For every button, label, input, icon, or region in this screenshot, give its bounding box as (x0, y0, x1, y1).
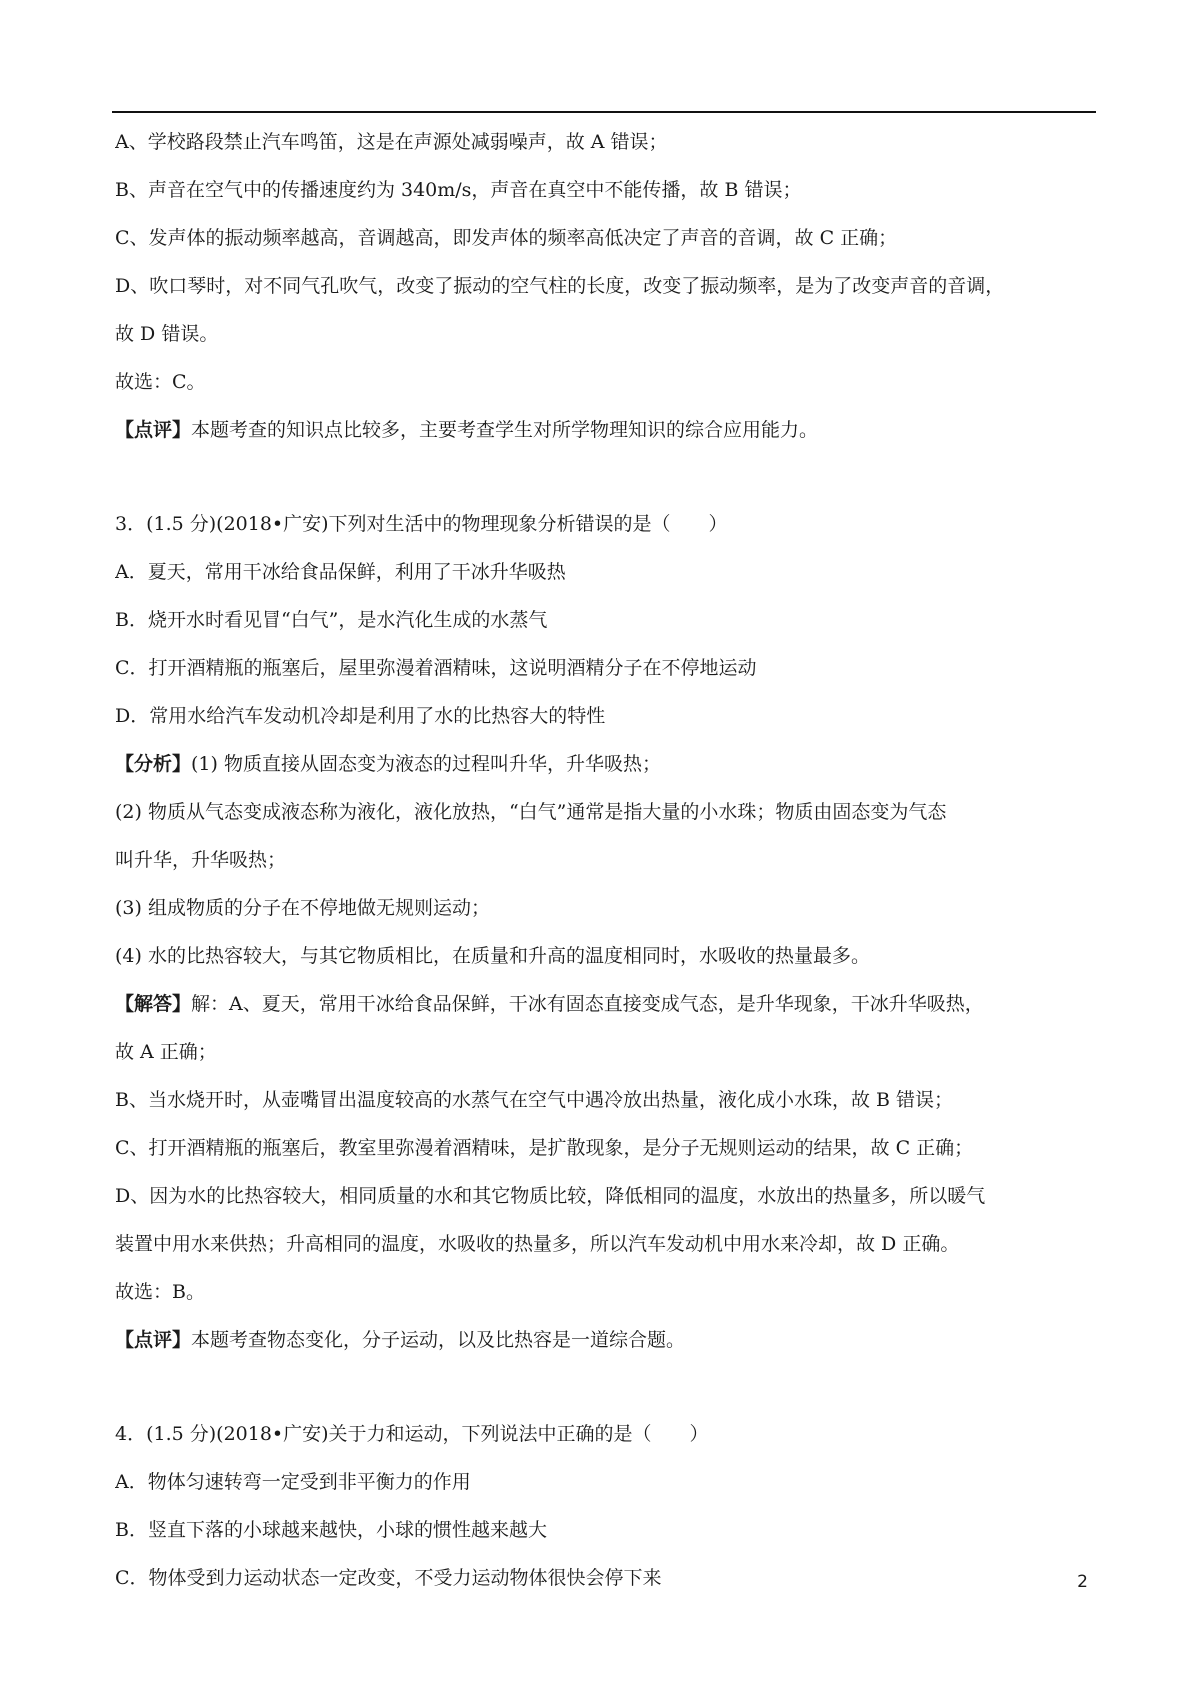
q3-answer-line: D、因为水的比热容较大，相同质量的水和其它物质比较，降低相同的温度，水放出的热量多，所以暖气 (115, 1185, 986, 1207)
q3-analysis (115, 740, 1097, 788)
q2-line-b: B、声音在空气中的传播速度约为 340m/s，声音在真空中不能传播，故 B 错误； (115, 179, 802, 201)
q3-analysis-line: 叫升华，升华吸热； (115, 849, 287, 871)
q4-option-c: C．物体受到力运动状态一定改变，不受力运动物体很快会停下来 (115, 1567, 662, 1589)
q3-option-d: D．常用水给汽车发动机冷却是利用了水的比热容大的特性 (115, 705, 606, 727)
analysis-tag: 【分析】 (115, 753, 192, 775)
q4-stem: 4．(1.5 分)(2018•广安)关于力和运动，下列说法中正确的是（ ） (115, 1423, 709, 1445)
header-rule (112, 111, 1096, 113)
q4-option-b: B．竖直下落的小球越来越快，小球的惯性越来越大 (115, 1519, 547, 1541)
q3-answer-line: 故 A 正确； (115, 1041, 217, 1063)
page-number: 2 (1077, 1572, 1088, 1592)
q3-answer-choice: 故选：B。 (115, 1281, 205, 1303)
comment-tag: 【点评】 (115, 419, 192, 441)
q2-comment (115, 406, 1097, 454)
q3-option-b: B．烧开水时看见冒“白气”，是水汽化生成的水蒸气 (115, 609, 548, 631)
q4-option-a: A．物体匀速转弯一定受到非平衡力的作用 (115, 1471, 471, 1493)
q2-line-a: A、学校路段禁止汽车鸣笛，这是在声源处减弱噪声，故 A 错误； (115, 131, 668, 153)
q3-option-a: A．夏天，常用干冰给食品保鲜，利用了干冰升华吸热 (115, 561, 566, 583)
q2-line-d-cont: 故 D 错误。 (115, 323, 219, 345)
analysis-text: (1) 物质直接从固态变为液态的过程叫升华，升华吸热； (191, 753, 661, 775)
q3-analysis-line: (4) 水的比热容较大，与其它物质相比，在质量和升高的温度相同时，水吸收的热量最多。 (115, 945, 870, 967)
answer-text: 解：A、夏天，常用干冰给食品保鲜，干冰有固态直接变成气态，是升华现象，干冰升华吸热， (191, 993, 984, 1015)
page-body (115, 118, 1097, 1602)
comment-tag: 【点评】 (115, 1329, 192, 1351)
q3-analysis-line: (2) 物质从气态变成液态称为液化，液化放热，“白气”通常是指大量的小水珠；物质由固态变为气态 (115, 801, 947, 823)
q3-answer-line: C、打开酒精瓶的瓶塞后，教室里弥漫着酒精味，是扩散现象，是分子无规则运动的结果，故 C 正确； (115, 1137, 974, 1159)
q3-answer-line: B、当水烧开时，从壶嘴冒出温度较高的水蒸气在空气中遇冷放出热量，液化成小水珠，故 B 错误； (115, 1089, 954, 1111)
q3-answer (115, 980, 1097, 1028)
q3-comment (115, 1316, 1097, 1364)
q3-analysis-line: (3) 组成物质的分子在不停地做无规则运动； (115, 897, 490, 919)
q2-line-d: D、吹口琴时，对不同气孔吹气，改变了振动的空气柱的长度，改变了振动频率，是为了改变声音的音调， (115, 275, 1005, 297)
answer-tag: 【解答】 (115, 993, 192, 1015)
q2-line-c: C、发声体的振动频率越高，音调越高，即发声体的频率高低决定了声音的音调，故 C 正确； (115, 227, 898, 249)
comment-text: 本题考查物态变化，分子运动，以及比热容是一道综合题。 (191, 1329, 686, 1351)
q3-option-c: C．打开酒精瓶的瓶塞后，屋里弥漫着酒精味，这说明酒精分子在不停地运动 (115, 657, 757, 679)
q3-stem: 3．(1.5 分)(2018•广安)下列对生活中的物理现象分析错误的是（ ） (115, 513, 728, 535)
q2-answer: 故选：C。 (115, 371, 206, 393)
q3-answer-line: 装置中用水来供热；升高相同的温度，水吸收的热量多，所以汽车发动机中用水来冷却，故 D 正确。 (115, 1233, 960, 1255)
comment-text: 本题考查的知识点比较多，主要考查学生对所学物理知识的综合应用能力。 (191, 419, 819, 441)
